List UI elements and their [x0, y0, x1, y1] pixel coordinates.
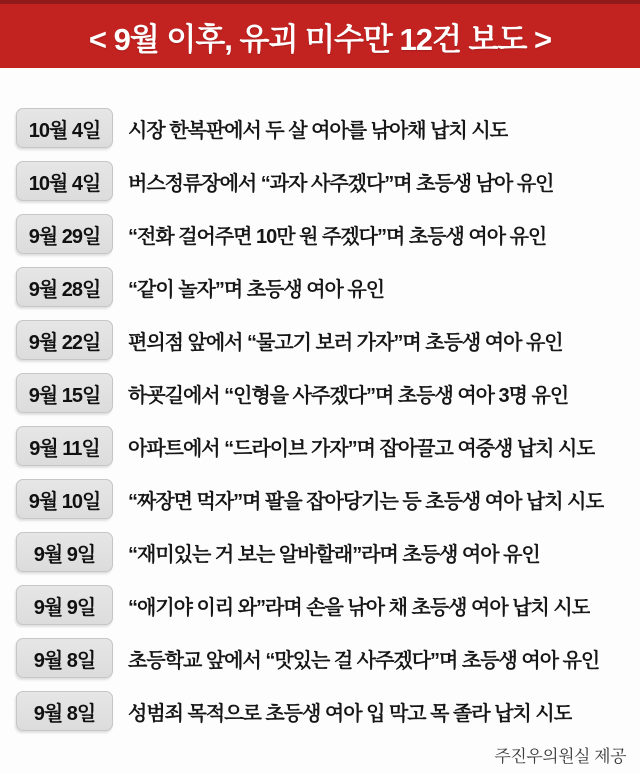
incident-date-badge: 9월 22일: [16, 320, 113, 360]
incident-row: [16, 426, 630, 466]
incident-row: [16, 108, 630, 148]
incident-row: [16, 214, 630, 254]
incident-row: [16, 373, 630, 413]
incident-date-badge: 10월 4일: [16, 108, 113, 148]
incident-date-badge: 9월 8일: [16, 691, 113, 731]
incident-date-badge: 9월 15일: [16, 373, 113, 413]
incident-description: 시장 한복판에서 두 살 여아를 낚아채 납치 시도: [128, 119, 508, 142]
incident-row: [16, 691, 630, 731]
page-title: < 9월 이후, 유괴 미수만 12건 보도 >: [88, 21, 552, 57]
incident-description: 버스정류장에서 “과자 사주겠다”며 초등생 남아 유인: [128, 172, 554, 195]
incident-list: [0, 68, 640, 731]
incident-row: [16, 585, 630, 625]
incident-date-badge: 10월 4일: [16, 161, 113, 201]
incident-row: [16, 532, 630, 572]
incident-row: [16, 267, 630, 307]
incident-description: “같이 놀자”며 초등생 여아 유인: [128, 278, 385, 301]
incident-date-badge: 9월 11일: [16, 426, 113, 466]
incident-date-badge: 9월 10일: [16, 479, 113, 519]
source-credit: 주진우의원실 제공: [494, 747, 626, 766]
incident-date-badge: 9월 8일: [16, 638, 113, 678]
title-banner: [0, 0, 640, 68]
incident-date-badge: 9월 9일: [16, 532, 113, 572]
incident-description: “애기야 이리 와”라며 손을 낚아 채 초등생 여아 납치 시도: [128, 596, 591, 619]
incident-row: [16, 638, 630, 678]
incident-description: “짜장면 먹자”며 팔을 잡아당기는 등 초등생 여아 납치 시도: [128, 490, 604, 513]
incident-description: 편의점 앞에서 “물고기 보러 가자”며 초등생 여아 유인: [128, 331, 563, 354]
incident-description: 성범죄 목적으로 초등생 여아 입 막고 목 졸라 납치 시도: [128, 702, 573, 725]
incident-row: [16, 161, 630, 201]
incident-description: 아파트에서 “드라이브 가자”며 잡아끌고 여중생 납치 시도: [128, 437, 595, 460]
incident-row: [16, 320, 630, 360]
incident-date-badge: 9월 29일: [16, 214, 113, 254]
incident-description: 하굣길에서 “인형을 사주겠다”며 초등생 여아 3명 유인: [128, 384, 569, 407]
incident-description: “재미있는 거 보는 알바할래”라며 초등생 여아 유인: [128, 543, 540, 566]
incident-description: 초등학교 앞에서 “맛있는 걸 사주겠다”며 초등생 여아 유인: [128, 649, 600, 672]
incident-date-badge: 9월 28일: [16, 267, 113, 307]
incident-date-badge: 9월 9일: [16, 585, 113, 625]
incident-description: “전화 걸어주면 10만 원 주겠다”며 초등생 여아 유인: [128, 225, 547, 248]
incident-row: [16, 479, 630, 519]
